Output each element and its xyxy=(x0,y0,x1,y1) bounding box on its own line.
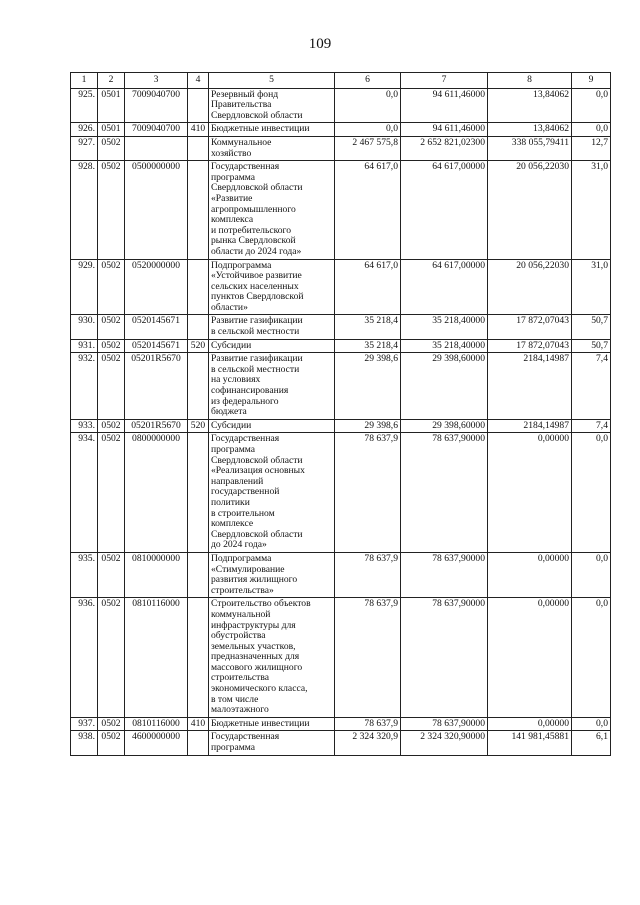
approved-amount-cell: 64 617,0 xyxy=(335,259,401,315)
target-article-cell: 0500000000 xyxy=(125,161,188,259)
target-article-cell: 0810116000 xyxy=(125,598,188,718)
section-code-cell: 0502 xyxy=(98,598,125,718)
column-header: 7 xyxy=(401,73,488,89)
refined-amount-cell: 78 637,90000 xyxy=(401,552,488,597)
column-header: 4 xyxy=(188,73,209,89)
execution-percent-cell: 0,0 xyxy=(572,717,611,731)
executed-amount-cell: 2184,14987 xyxy=(488,419,572,433)
row-number-cell: 933. xyxy=(71,419,98,433)
target-article-cell xyxy=(125,136,188,160)
column-header: 6 xyxy=(335,73,401,89)
row-number-cell: 936. xyxy=(71,598,98,718)
executed-amount-cell: 0,00000 xyxy=(488,717,572,731)
table-row xyxy=(71,598,611,718)
table-row xyxy=(71,717,611,731)
executed-amount-cell: 0,00000 xyxy=(488,433,572,553)
refined-amount-cell: 64 617,00000 xyxy=(401,259,488,315)
row-number-cell: 927. xyxy=(71,136,98,160)
expense-type-cell xyxy=(188,315,209,339)
expense-type-cell xyxy=(188,433,209,553)
item-name-cell: Строительство объектов коммунальной инфраструктуры для обустройства земельных участков, предназначенных для массового жилищного строительства экономического класса, в том числе малоэтажного xyxy=(209,598,335,718)
table-row xyxy=(71,731,611,755)
section-code-cell: 0502 xyxy=(98,353,125,420)
row-number-cell: 929. xyxy=(71,259,98,315)
target-article-cell: 0520000000 xyxy=(125,259,188,315)
executed-amount-cell: 2184,14987 xyxy=(488,353,572,420)
table-row xyxy=(71,419,611,433)
item-name-cell: Бюджетные инвестиции xyxy=(209,123,335,137)
item-name-cell: Коммунальное хозяйство xyxy=(209,136,335,160)
item-name-cell: Бюджетные инвестиции xyxy=(209,717,335,731)
section-code-cell: 0502 xyxy=(98,315,125,339)
section-code-cell: 0502 xyxy=(98,259,125,315)
approved-amount-cell: 64 617,0 xyxy=(335,161,401,259)
approved-amount-cell: 78 637,9 xyxy=(335,717,401,731)
target-article-cell: 4600000000 xyxy=(125,731,188,755)
executed-amount-cell: 20 056,22030 xyxy=(488,259,572,315)
target-article-cell: 7009040700 xyxy=(125,123,188,137)
refined-amount-cell: 94 611,46000 xyxy=(401,123,488,137)
execution-percent-cell: 31,0 xyxy=(572,259,611,315)
executed-amount-cell: 13,84062 xyxy=(488,88,572,123)
refined-amount-cell: 29 398,60000 xyxy=(401,419,488,433)
table-row xyxy=(71,315,611,339)
header-row xyxy=(71,73,611,89)
executed-amount-cell: 17 872,07043 xyxy=(488,315,572,339)
execution-percent-cell: 0,0 xyxy=(572,433,611,553)
target-article-cell: 0810000000 xyxy=(125,552,188,597)
refined-amount-cell: 35 218,40000 xyxy=(401,315,488,339)
approved-amount-cell: 2 467 575,8 xyxy=(335,136,401,160)
expense-type-cell xyxy=(188,161,209,259)
refined-amount-cell: 94 611,46000 xyxy=(401,88,488,123)
section-code-cell: 0501 xyxy=(98,88,125,123)
section-code-cell: 0502 xyxy=(98,731,125,755)
section-code-cell: 0502 xyxy=(98,717,125,731)
section-code-cell: 0502 xyxy=(98,136,125,160)
table-row xyxy=(71,161,611,259)
target-article-cell: 7009040700 xyxy=(125,88,188,123)
column-header: 2 xyxy=(98,73,125,89)
approved-amount-cell: 29 398,6 xyxy=(335,419,401,433)
executed-amount-cell: 338 055,79411 xyxy=(488,136,572,160)
item-name-cell: Государственная программа Свердловской области «Развитие агропромышленного комплекса и потребительского рынка Свердловской области до 2024 года» xyxy=(209,161,335,259)
refined-amount-cell: 78 637,90000 xyxy=(401,433,488,553)
row-number-cell: 930. xyxy=(71,315,98,339)
budget-table xyxy=(70,72,611,756)
execution-percent-cell: 31,0 xyxy=(572,161,611,259)
expense-type-cell xyxy=(188,731,209,755)
executed-amount-cell: 141 981,45881 xyxy=(488,731,572,755)
target-article-cell: 0810116000 xyxy=(125,717,188,731)
expense-type-cell: 410 xyxy=(188,717,209,731)
refined-amount-cell: 29 398,60000 xyxy=(401,353,488,420)
item-name-cell: Субсидии xyxy=(209,339,335,353)
item-name-cell: Субсидии xyxy=(209,419,335,433)
execution-percent-cell: 50,7 xyxy=(572,315,611,339)
expense-type-cell xyxy=(188,259,209,315)
execution-percent-cell: 0,0 xyxy=(572,552,611,597)
refined-amount-cell: 78 637,90000 xyxy=(401,598,488,718)
expense-type-cell: 520 xyxy=(188,419,209,433)
refined-amount-cell: 78 637,90000 xyxy=(401,717,488,731)
expense-type-cell: 520 xyxy=(188,339,209,353)
executed-amount-cell: 13,84062 xyxy=(488,123,572,137)
execution-percent-cell: 50,7 xyxy=(572,339,611,353)
approved-amount-cell: 35 218,4 xyxy=(335,315,401,339)
refined-amount-cell: 64 617,00000 xyxy=(401,161,488,259)
table-row xyxy=(71,433,611,553)
expense-type-cell xyxy=(188,88,209,123)
item-name-cell: Развитие газификации в сельской местности на условиях софинансирования из федерального бюджета xyxy=(209,353,335,420)
table-row xyxy=(71,339,611,353)
refined-amount-cell: 2 324 320,90000 xyxy=(401,731,488,755)
approved-amount-cell: 29 398,6 xyxy=(335,353,401,420)
column-header: 3 xyxy=(125,73,188,89)
section-code-cell: 0502 xyxy=(98,552,125,597)
approved-amount-cell: 0,0 xyxy=(335,88,401,123)
table-row xyxy=(71,136,611,160)
executed-amount-cell: 0,00000 xyxy=(488,552,572,597)
execution-percent-cell: 0,0 xyxy=(572,598,611,718)
section-code-cell: 0501 xyxy=(98,123,125,137)
table-row xyxy=(71,353,611,420)
executed-amount-cell: 0,00000 xyxy=(488,598,572,718)
target-article-cell: 0520145671 xyxy=(125,339,188,353)
approved-amount-cell: 78 637,9 xyxy=(335,552,401,597)
row-number-cell: 932. xyxy=(71,353,98,420)
execution-percent-cell: 12,7 xyxy=(572,136,611,160)
table-row xyxy=(71,552,611,597)
item-name-cell: Государственная программа xyxy=(209,731,335,755)
refined-amount-cell: 2 652 821,02300 xyxy=(401,136,488,160)
expense-type-cell xyxy=(188,552,209,597)
row-number-cell: 928. xyxy=(71,161,98,259)
table-body xyxy=(71,88,611,755)
refined-amount-cell: 35 218,40000 xyxy=(401,339,488,353)
row-number-cell: 937. xyxy=(71,717,98,731)
expense-type-cell xyxy=(188,598,209,718)
execution-percent-cell: 7,4 xyxy=(572,353,611,420)
item-name-cell: Развитие газификации в сельской местности xyxy=(209,315,335,339)
section-code-cell: 0502 xyxy=(98,433,125,553)
approved-amount-cell: 78 637,9 xyxy=(335,598,401,718)
row-number-cell: 925. xyxy=(71,88,98,123)
execution-percent-cell: 0,0 xyxy=(572,88,611,123)
item-name-cell: Резервный фонд Правительства Свердловской области xyxy=(209,88,335,123)
execution-percent-cell: 6,1 xyxy=(572,731,611,755)
approved-amount-cell: 35 218,4 xyxy=(335,339,401,353)
table-row xyxy=(71,259,611,315)
approved-amount-cell: 78 637,9 xyxy=(335,433,401,553)
expense-type-cell xyxy=(188,136,209,160)
page-number: 109 xyxy=(308,36,332,52)
target-article-cell: 0800000000 xyxy=(125,433,188,553)
column-header: 9 xyxy=(572,73,611,89)
expense-type-cell xyxy=(188,353,209,420)
table-row xyxy=(71,123,611,137)
column-header: 8 xyxy=(488,73,572,89)
row-number-cell: 934. xyxy=(71,433,98,553)
column-header: 1 xyxy=(71,73,98,89)
execution-percent-cell: 0,0 xyxy=(572,123,611,137)
row-number-cell: 931. xyxy=(71,339,98,353)
target-article-cell: 05201R5670 xyxy=(125,353,188,420)
executed-amount-cell: 17 872,07043 xyxy=(488,339,572,353)
row-number-cell: 926. xyxy=(71,123,98,137)
table-row xyxy=(71,88,611,123)
executed-amount-cell: 20 056,22030 xyxy=(488,161,572,259)
section-code-cell: 0502 xyxy=(98,339,125,353)
item-name-cell: Государственная программа Свердловской области «Реализация основных направлений государственной политики в строительном комплексе Свердловской области до 2024 года» xyxy=(209,433,335,553)
row-number-cell: 938. xyxy=(71,731,98,755)
execution-percent-cell: 7,4 xyxy=(572,419,611,433)
approved-amount-cell: 2 324 320,9 xyxy=(335,731,401,755)
row-number-cell: 935. xyxy=(71,552,98,597)
item-name-cell: Подпрограмма «Стимулирование развития жилищного строительства» xyxy=(209,552,335,597)
expense-type-cell: 410 xyxy=(188,123,209,137)
item-name-cell: Подпрограмма «Устойчивое развитие сельских населенных пунктов Свердловской области» xyxy=(209,259,335,315)
target-article-cell: 0520145671 xyxy=(125,315,188,339)
column-header: 5 xyxy=(209,73,335,89)
approved-amount-cell: 0,0 xyxy=(335,123,401,137)
section-code-cell: 0502 xyxy=(98,161,125,259)
section-code-cell: 0502 xyxy=(98,419,125,433)
target-article-cell: 05201R5670 xyxy=(125,419,188,433)
